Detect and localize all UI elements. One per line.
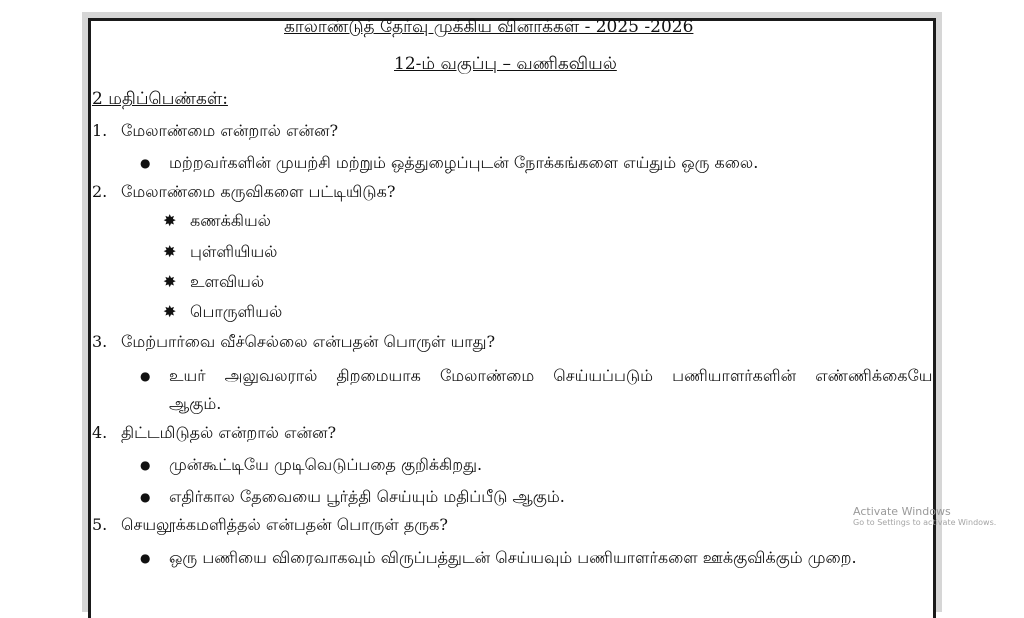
bullet-icon: ●	[140, 369, 151, 383]
question-text: செயலூக்கமளித்தல் என்பதன் பொருள் தருக?	[121, 515, 448, 534]
star-bullet-icon: ✸	[163, 211, 177, 230]
question-number: 3.	[92, 332, 108, 351]
bullet-icon: ●	[140, 458, 151, 472]
star-bullet-icon: ✸	[163, 302, 177, 321]
answer-text: முன்கூட்டியே முடிவெடுப்பதை குறிக்கிறது.	[169, 455, 483, 474]
bullet-icon: ●	[140, 156, 151, 170]
question-number: 2.	[92, 182, 108, 201]
activate-windows-subtitle: Go to Settings to activate Windows.	[853, 518, 997, 527]
answer-text: பொருளியல்	[190, 302, 283, 321]
star-bullet-icon: ✸	[163, 272, 177, 291]
answer-text: எதிர்கால தேவையை பூர்த்தி செய்யும் மதிப்பீடு ஆகும்.	[169, 487, 565, 506]
bullet-icon: ●	[140, 490, 151, 504]
question-text: மேலாண்மை கருவிகளை பட்டியிடுக?	[121, 182, 396, 201]
activate-windows-title: Activate Windows	[853, 505, 951, 518]
question-number: 4.	[92, 423, 108, 442]
answer-text: கணக்கியல்	[190, 211, 271, 230]
bullet-icon: ●	[140, 551, 151, 565]
question-number: 1.	[92, 121, 108, 140]
answer-text: உளவியல்	[190, 272, 265, 291]
star-bullet-icon: ✸	[163, 242, 177, 261]
answer-text: உயர் அலுவலரால் திறமையாக மேலாண்மை செய்யப்படும் பணியாளர்களின் எண்ணிக்கையே	[169, 366, 933, 385]
answer-text: மற்றவர்களின் முயற்சி மற்றும் ஒத்துழைப்புடன் நோக்கங்களை எய்தும் ஒரு கலை.	[169, 153, 759, 172]
answer-text: ஒரு பணியை விரைவாகவும் விருப்பத்துடன் செய்யவும் பணியாளர்களை ஊக்குவிக்கும் முறை.	[169, 548, 857, 567]
question-text: மேற்பார்வை வீச்செல்லை என்பதன் பொருள் யாது?	[121, 332, 496, 351]
document-subtitle: 12-ம் வகுப்பு – வணிகவியல்	[394, 54, 617, 74]
question-number: 5.	[92, 515, 108, 534]
document-title: காலாண்டுத் தேர்வு முக்கிய வினாக்கள் - 2025 -2026	[284, 17, 694, 37]
answer-text: புள்ளியியல்	[190, 242, 278, 261]
question-text: திட்டமிடுதல் என்றால் என்ன?	[121, 423, 337, 442]
question-text: மேலாண்மை என்றால் என்ன?	[121, 121, 339, 140]
answer-text-continued: ஆகும்.	[169, 394, 222, 413]
section-heading: 2 மதிப்பெண்கள்:	[92, 89, 228, 109]
